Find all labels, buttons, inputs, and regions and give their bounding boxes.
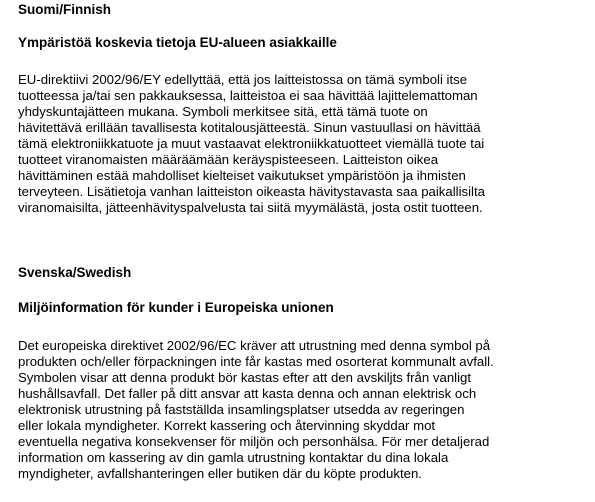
paragraph-line: hushållsavfall. Det faller på ditt ansvar att kasta denna och annan elektrisk och: [18, 386, 477, 401]
language-heading-swedish: Svenska/Swedish: [18, 265, 132, 280]
paragraph-line: terveyteen. Lisätietoja vanhan laitteiston oikeasta hävitystavasta saa paikallisilta: [18, 184, 485, 199]
paragraph-line: viranomaisilta, jätteenhävityspalvelusta tai siitä myymälästä, josta ostit tuotteen.: [18, 200, 483, 215]
section-title-finnish: Ympäristöä koskevia tietoja EU-alueen asiakkaille: [18, 35, 337, 50]
paragraph-line: Symbolen visar att denna produkt bör kastas efter att den avskiljts från vanligt: [18, 370, 472, 385]
paragraph-line: information om kassering av din gamla utrustning kontaktar du dina lokala: [18, 450, 449, 465]
paragraph-line: hävitettävä erillään tavallisesta kotitalousjätteestä. Sinun vastuullasi on hävittää: [18, 120, 481, 135]
paragraph-line: eller lokala myndigheter. Korrekt kassering och återvinning skyddar mot: [18, 418, 436, 433]
paragraph-line: tämä elektroniikkatuote ja muut vastaavat elektroniikkatuotteet viemällä tuote tai: [18, 136, 485, 151]
section-title-swedish: Miljöinformation för kunder i Europeiska unionen: [18, 300, 334, 315]
paragraph-line: produkten och/eller förpackningen inte får kastas med osorterat kommunalt avfall.: [18, 354, 494, 369]
paragraph-line: eventuella negativa konsekvenser för miljön och personhälsa. För mer detaljerad: [18, 434, 490, 449]
paragraph-line: hävittäminen estää mahdolliset kielteiset vaikutukset ympäristöön ja ihmisten: [18, 168, 466, 183]
paragraph-line: tuotteet viranomaisten määräämään keräyspisteeseen. Laitteiston oikea: [18, 152, 439, 167]
paragraph-line: Det europeiska direktivet 2002/96/EC kräver att utrustning med denna symbol på: [18, 338, 491, 353]
paragraph-line: EU-direktiivi 2002/96/EY edellyttää, että jos laitteistossa on tämä symboli itse: [18, 72, 468, 87]
language-heading-finnish: Suomi/Finnish: [18, 2, 111, 17]
paragraph-line: yhdyskuntajätteen mukana. Symboli merkitsee sitä, että tämä tuote on: [18, 104, 428, 119]
paragraph-line: myndigheter, avfallshanteringen eller butiken där du köpte produkten.: [18, 466, 422, 481]
paragraph-line: elektronisk utrustning på fastställda insamlingsplatser utsedda av regeringen: [18, 402, 465, 417]
paragraph-line: tuotteessa ja/tai sen pakkauksessa, laitteistoa ei saa hävittää lajittelemattoman: [18, 88, 478, 103]
